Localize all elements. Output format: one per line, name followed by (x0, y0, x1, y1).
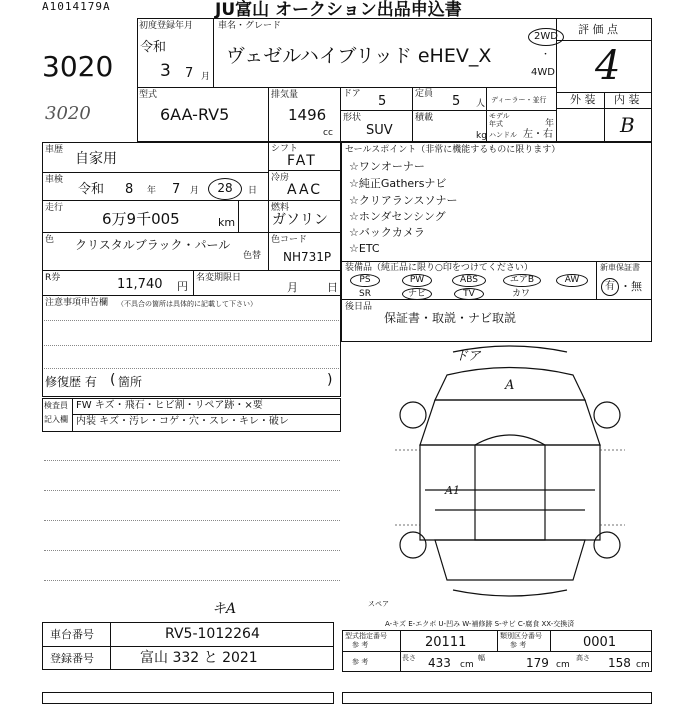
fuel-label: 燃料 (271, 203, 290, 213)
equip-navi[interactable]: ナビ (402, 288, 432, 300)
diagram-note-mid: A (505, 378, 515, 393)
recycle-value: 11,740 (117, 277, 163, 292)
notes-label: 注意事項申告欄 (45, 298, 109, 308)
drive-4wd: 4WD (531, 67, 555, 78)
inspection-label: 車検 (45, 175, 64, 185)
length-value: 433 (428, 656, 451, 670)
width-value: 179 (526, 656, 549, 670)
repair-place: 箇所 (118, 375, 143, 389)
lot-number: 3020 (42, 50, 114, 83)
sales-point-3: ☆クリアランスソナー (349, 194, 458, 207)
diagram-note-bottom: キA (212, 601, 237, 617)
warranty-no: ・無 (620, 280, 642, 293)
model-year-label: モデル 年式 (489, 112, 510, 128)
sales-point-2: ☆純正Gathersナビ (349, 177, 447, 190)
sales-point-5: ☆バックカメラ (349, 226, 425, 239)
interior-label: 内 装 (614, 93, 640, 106)
plate-value: 富山 332 と 2021 (140, 650, 258, 666)
first-reg-month: 7 (185, 66, 194, 81)
interior-grade: B (620, 113, 635, 137)
color-label: 色 (45, 235, 55, 245)
check-label-2: 記入欄 (44, 415, 68, 424)
aircon-value: AAC (287, 182, 323, 198)
warranty-yes[interactable]: 有 (601, 278, 619, 296)
rating-label: 評 価 点 (578, 23, 618, 36)
spare-label: スペア (368, 600, 389, 608)
mileage-value: 6万9千005 (102, 210, 180, 228)
handle-label: ハンドル (489, 131, 517, 139)
model-value: 6AA-RV5 (160, 105, 230, 124)
class-label: 類別区分番号 (500, 632, 542, 640)
equip-abs[interactable]: ABS (452, 274, 486, 287)
first-reg-era: 令和 (140, 40, 167, 55)
shape-label: 形状 (343, 113, 362, 123)
bottom-cutoff-right (342, 692, 652, 704)
first-reg-label: 初度登録年月 (139, 21, 194, 31)
documents-label: 後日品 (345, 302, 373, 312)
inspection-era: 令和 (78, 182, 105, 197)
type-label: 型式指定番号 (345, 632, 387, 640)
length-label: 長さ (402, 654, 416, 662)
equip-sr[interactable]: SR (359, 289, 371, 299)
equip-ps[interactable]: PS (350, 274, 380, 287)
height-unit: cm (636, 660, 650, 670)
type-label-2: 参 考 (352, 641, 369, 649)
inspection-month-unit: 月 (190, 186, 200, 196)
height-label: 高さ (576, 654, 590, 662)
aircon-label: 冷房 (271, 173, 290, 183)
class-value: 0001 (583, 635, 617, 650)
recycle-unit: 円 (177, 280, 188, 293)
damage-legend: A-キズ E-エクボ U-凹み W-補修跡 S-サビ C-腐食 XX-交換済 (385, 620, 575, 628)
displacement-value: 1496 (288, 106, 327, 124)
handwritten-old-number: 3020 (45, 103, 91, 124)
mileage-unit: km (218, 216, 236, 229)
width-unit: cm (556, 660, 570, 670)
repair-label: 修復歴 有 (45, 375, 97, 389)
model-label: 型式 (139, 90, 158, 100)
sales-points-label: セールスポイント（非常に機能するものに限ります） (345, 145, 561, 155)
load-label: 積載 (415, 113, 434, 123)
recycle-label: R券 (45, 273, 61, 283)
chassis-label: 車台番号 (50, 628, 94, 641)
color-value: クリスタルブラック・パール (75, 238, 231, 252)
drive-dot: ・ (541, 50, 551, 60)
height-value: 158 (608, 656, 631, 670)
color-code-value: NH731P (283, 250, 332, 264)
dealer-label: ディーラー・並行 (491, 96, 547, 104)
sales-point-6: ☆ETC (349, 242, 380, 255)
car-name-label: 車名・グレード (218, 21, 282, 31)
equip-aw[interactable]: AW (556, 274, 588, 287)
diagram-note-top: ドア (455, 349, 481, 364)
displacement-unit: cc (323, 128, 333, 138)
inspection-month: 7 (172, 182, 181, 197)
usage-label: 車歴 (45, 145, 64, 155)
warranty-label: 新車保証書 (600, 263, 640, 272)
length-unit: cm (460, 660, 474, 670)
doors-label: ドア (343, 89, 361, 99)
doors-value: 5 (378, 94, 387, 109)
chassis-value: RV5-1012264 (165, 626, 260, 642)
shift-label: シフト (271, 144, 299, 154)
plate-label: 登録番号 (50, 652, 94, 665)
capacity-unit: 人 (476, 99, 486, 109)
notes-sublabel: （不具合の箇所は具体的に記載して下さい） (117, 300, 257, 308)
form-serial: A1014179A (42, 0, 111, 13)
first-reg-year: 3 (160, 61, 171, 81)
equip-pw[interactable]: PW (402, 274, 432, 287)
inspection-year: 8 (125, 182, 134, 197)
sales-point-4: ☆ホンダセンシング (349, 210, 446, 223)
check-row-2: 内装 キズ・汚レ・コゲ・穴・スレ・キレ・破レ (76, 416, 289, 427)
shift-value: FAT (287, 153, 317, 169)
handle-value: 左・右 (523, 129, 553, 140)
inspection-day-unit: 日 (248, 186, 258, 196)
documents-value: 保証書・取説・ナビ取説 (384, 311, 517, 325)
check-label-1: 検査員 (44, 401, 68, 410)
color-shade-label: 色替 (243, 251, 262, 261)
width-label: 幅 (478, 654, 485, 662)
capacity-value: 5 (452, 94, 461, 109)
fuel-value: ガソリン (272, 212, 328, 228)
inspection-day: 28 (208, 178, 242, 200)
period-month-unit: 月 (287, 281, 298, 294)
sales-point-1: ☆ワンオーナー (349, 160, 425, 173)
class-label-2: 参 考 (510, 641, 527, 649)
model-year-unit: 年 (545, 119, 555, 129)
usage-value: 自家用 (75, 151, 117, 167)
form-title: JU富山 オークション出品申込書 (215, 0, 462, 20)
drive-2wd[interactable]: 2WD (528, 28, 564, 46)
equip-tv[interactable]: TV (454, 288, 484, 300)
displacement-label: 排気量 (271, 90, 299, 100)
color-code-label: 色コード (271, 235, 308, 245)
bottom-cutoff-left (42, 692, 334, 704)
car-name: ヴェゼルハイブリッド eHEV_X (226, 45, 492, 67)
equipment-label: 装備品（純正品に限り○印をつけてください） (345, 263, 533, 273)
check-row-1: FW キズ・飛石・ヒビ割・リペア跡・×要 (76, 400, 263, 411)
type-value: 20111 (425, 635, 467, 650)
period-day-unit: 日 (327, 281, 338, 294)
first-reg-month-unit: 月 (201, 72, 211, 82)
equip-airbag[interactable]: エアB (503, 274, 541, 287)
inspection-year-unit: 年 (147, 186, 157, 196)
rating-score: 4 (595, 43, 621, 89)
capacity-label: 定員 (415, 89, 434, 99)
diagram-note-mid2: A1 (445, 484, 460, 497)
exterior-label: 外 装 (570, 93, 596, 106)
equip-leather[interactable]: カワ (511, 289, 530, 299)
period-label: 名変期限日 (196, 273, 242, 283)
dim-label: 参 考 (352, 658, 369, 666)
load-unit: kg (476, 131, 487, 141)
shape-value: SUV (366, 123, 393, 138)
mileage-label: 走行 (45, 203, 64, 213)
